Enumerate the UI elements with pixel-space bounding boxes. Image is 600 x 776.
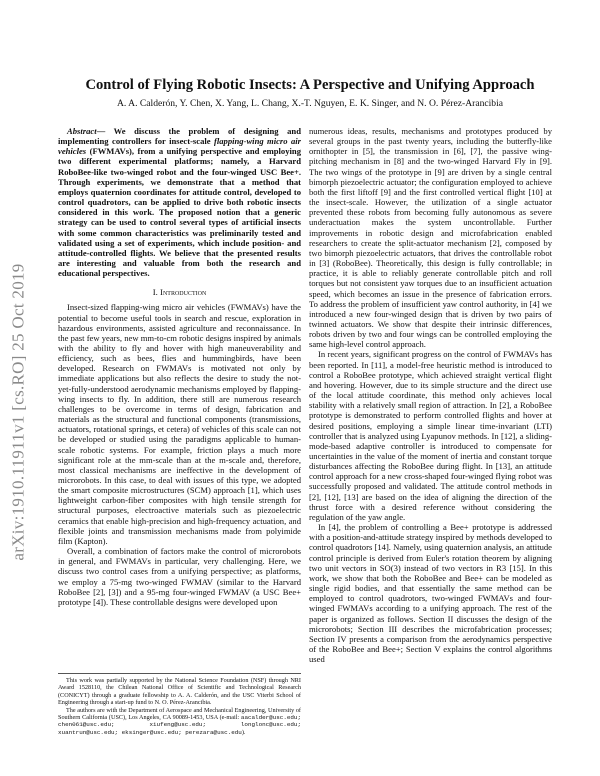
arxiv-stamp	[4, 232, 34, 592]
affiliation-close: ).	[241, 728, 246, 736]
affiliation-footnote	[58, 707, 301, 737]
section-heading-introduction: I. Introduction	[152, 287, 207, 298]
email-list: aacalder@usc.edu; chen061@usc.edu; xiufeng@usc.edu; longlonc@usc.edu; xuantrun@usc.edu; eksinger@usc.edu; perezara@usc.edu	[58, 714, 302, 736]
abstract-body: (FWMAVs), from a unifying perspective and employing two different experimental platforms; namely, a Harvard RoboBee-like two-winged robot and the four-winged USC Bee+. Through experiments, we demonstrate that a method that employs quaternion coordinates for attitude control, developed to control quadrotors, can be applied to drive both robotic insects considered in this work. The proposed notion that a generic strategy can be used to control several types of artificial insects with some common characteristics was preliminarily tested and validated using a set of experiments, which include position- and attitude-controlled flights. We believe that the presented results are interesting and valuable from both the research and educational perspectives.	[58, 146, 301, 279]
abstract-italic-term: flapping-wing micro air vehicles	[58, 136, 301, 157]
funding-footnote: This work was partially supported by the National Science Foundation (NSF) through NRI Award 1528110, the Chilean National Office of Scientific and Technological Research (CONICYT) through a graduate fellowship to A. A. Calderón, and the USC Viterbi School of Engineering through a start-up fund to N. O. Pérez-Arancibia.	[58, 677, 301, 707]
right-paragraph-3: In [4], the problem of controlling a Bee+ prototype is addressed with a position-and-attitude strategy inspired by methods developed to control quadrotors [14]. Namely, using quaternion analysis, an attitude control principle is derived from Euler's rotation theorem by aligning two unit vectors in SO(3) instead of two vectors in R3 [15]. In this work, we show that both the RoboBee and Bee+ can be modeled as single rigid bodies, and that essentially the same method can be employed to control quadrotors, two-winged FWMAVs and four-winged FWMAVs according to a unifying approach. The rest of the paper is organized as follows. Section II discusses the design of the microrobots; Section III describes the microfabrication processes; Section IV presents a comparison from the aerodynamics perspective of the RoboBee and Bee+; Section V explains the control algorithms used	[309, 522, 552, 665]
abstract	[58, 126, 301, 278]
abstract-lead: — We discuss the problem of designing and implementing controllers for insect-scale	[58, 126, 301, 147]
intro-paragraph-1: Insect-sized flapping-wing micro air vehicles (FWMAVs) have the potential to become useful tools in search and rescue, exploration in hazardous environments, assisted agriculture and reconnaissance. In the past few years, new mm-to-cm robotic designs inspired by animals with the ability to fly and hover with high maneuverability and efficiency, such as bees, flies and hummingbirds, have been developed. Research on FWMAVs is motivated not only by immediate applications but also reflects the desire to study the not-yet-fully-understood aerodynamic mechanisms employed by flapping-wing insects to fly. In addition, there still are numerous research challenges to be overcome in terms of design, fabrication and materials as the structural and functional components (transmissions, actuators, rotational springs, et cetera) of vehicles of this scale can not be developed or studied using the paradigms applicable to human-scale robotic systems. For example, friction plays a much more significant role at the mm-scale than at the m-scale and, therefore, most classical mechanisms are ineffective in the development of microrobots. In this case, to deal with issues of this type, we adopted the smart composite microstructures (SCM) approach [1], which uses lightweight carbon-fiber composites with high tensile strength for structural purposes, electroactive materials such as piezoelectric ceramics that enable high-precision and high-frequency actuation, and flexible joints and transmission mechanisms made from polyimide film (Kapton).	[58, 302, 301, 546]
footnotes	[58, 673, 301, 736]
abstract-label: Abstract	[67, 126, 97, 136]
paper-title: Control of Flying Robotic Insects: A Perspective and Unifying Approach	[85, 77, 535, 93]
arxiv-stamp-text: arXiv:1910.11911v1 [cs.RO] 25 Oct 2019	[9, 263, 28, 561]
right-paragraph-1: numerous ideas, results, mechanisms and prototypes produced by several groups in the past twenty years, including the butterfly-like ornithopter in [5], the transmission in [6], [7], the passive wing-pitching mechanism in [8] and the two-winged Harvard Fly in [9]. The two wings of the prototype in [9] are driven by a single central bimorph piezoelectric actuator; the configuration employed to achieve both the first liftoff [9] and the first controlled vertical flight [10] at the insect-scale. However, the utilization of a single actuator prevented these robots from becoming fully autonomous as severe underactuation makes the system uncontrollable. Further improvements in robotic design and microfabrication enabled researchers to create the split-actuator mechanism [2], composed by two bimorph piezoelectric actuators, that drives the controllable robot in [3] (RoboBee). Theoretically, this design is fully controllable; in practice, it is able to reliably generate controllable pitch and roll torques but not consistent yaw torques due to an insufficient actuation speed, which becomes an issue in the presence of fabrication errors. To address the problem of insufficient yaw control authority, in [4] we introduced a new four-winged design that is driven by two pairs of twinned actuators. We show that despite their intrinsic differences, robots driven by two and four wings can be controlled employing the same high-level control approach.	[309, 126, 552, 350]
right-column	[309, 126, 552, 664]
affiliation-text: The authors are with the Department of Aerospace and Mechanical Engineering, University of Southern California (USC), Los Angeles, CA 90089-1453, USA (e-mail:	[58, 706, 301, 722]
left-column	[58, 126, 301, 607]
intro-paragraph-2: Overall, a combination of factors make the control of microrobots in general, and FWMAVs in particular, very challenging. Here, we discuss two control cases from a unifying perspective; as platforms, we employ a 75-mg two-winged FWMAV (similar to the Harvard RoboBee [2], [3]) and a 95-mg four-winged FWMAV (a USC Bee+ prototype [4]). These controllable designs were developed upon	[58, 546, 301, 607]
right-paragraph-2: In recent years, significant progress on the control of FWMAVs has been reported. In [11], a model-free heuristic method is introduced to control a RoboBee prototype, which achieved straight vertical flight and hovering. However, due to its simple structure and the direct use of the local attitude coordinate, this method only achieves local stability with a relatively small region of attraction. In [2], a RoboBee prototype is demonstrated to perform controlled flights and hover at desired positions, employing a simple linear time-invariant (LTI) controller that is analyzed using Lyapunov methods. In [12], a sliding-mode-based adaptive controller is introduced to compensate for uncertainties in the value of the moment of inertia and constant torque disturbances affecting the RoboBee during flight. In [13], an attitude control approach for a new cross-shaped four-winged flying robot was successfully proposed and validated. The attitude control methods in [2], [12], [13] are based on the idea of aligning the direction of the thrust force with a desired reference without considering the regulation of the yaw angle.	[309, 349, 552, 522]
author-list: A. A. Calderón, Y. Chen, X. Yang, L. Chang, X.-T. Nguyen, E. K. Singer, and N. O. Pérez-Arancibia	[116, 98, 504, 109]
